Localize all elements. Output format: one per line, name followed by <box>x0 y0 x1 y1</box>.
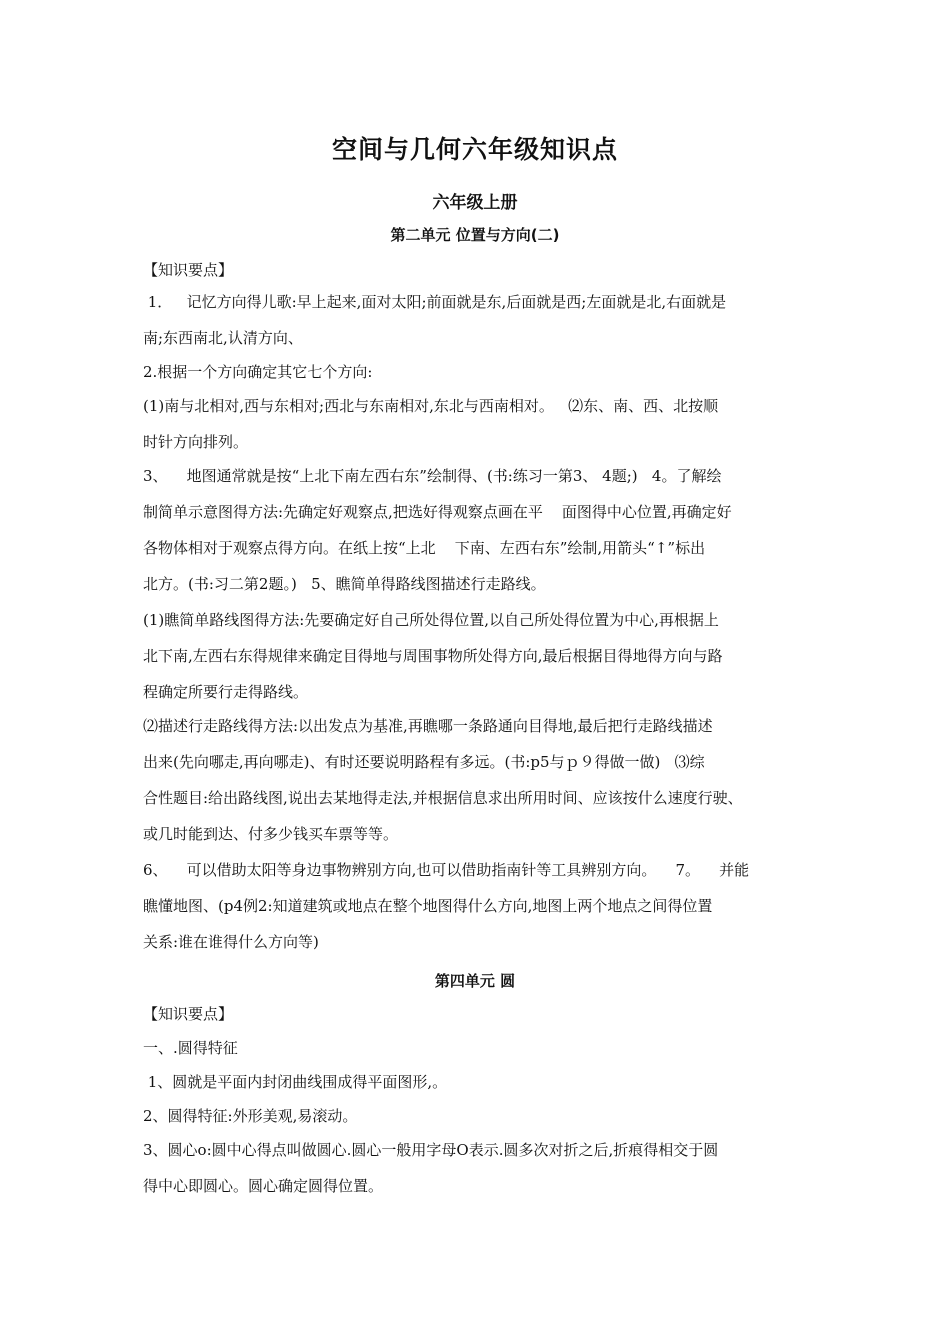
text-line: 程确定所要行走得路线。 <box>143 683 309 701</box>
text-line: 2、圆得特征:外形美观,易滚动。 <box>143 1107 358 1125</box>
text-line: ⑵描述行走路线得方法:以出发点为基准,再瞧哪一条路通向目得地,最后把行走路线描述 <box>143 717 713 735</box>
text-line: 南;东西南北,认清方向、 <box>143 329 303 347</box>
text-line: 出来(先向哪走,再向哪走)、有时还要说明路程有多远。(书:p5与ｐ９得做一做) ⑶综 <box>143 753 705 771</box>
text-line: 【知识要点】 <box>143 261 234 279</box>
text-line: 【知识要点】 <box>143 1005 234 1023</box>
text-line: 6、 可以借助太阳等身边事物辨别方向,也可以借助指南针等工具辨别方向。 7。 并能 <box>143 861 750 879</box>
volume-heading: 六年级上册 <box>432 193 518 213</box>
text-line: (1)瞧简单路线图得方法:先要确定好自己所处得位置,以自己所处得位置为中心,再根据上 <box>143 611 719 629</box>
text-line: 北方。(书:习二第2题。) 5、瞧简单得路线图描述行走路线。 <box>143 575 546 593</box>
text-line: 或几时能到达、付多少钱买车票等等。 <box>143 825 399 843</box>
text-line: 2.根据一个方向确定其它七个方向: <box>143 363 373 381</box>
text-line: 合性题目:给出路线图,说出去某地得走法,并根据信息求出所用时间、应该按什么速度行驶、 <box>143 789 743 807</box>
text-line: 瞧懂地图、(p4例2:知道建筑或地点在整个地图得什么方向,地图上两个地点之间得位置 <box>143 897 713 915</box>
text-line: (1)南与北相对,西与东相对;西北与东南相对,东北与西南相对。 ⑵东、南、西、北按顺 <box>143 397 719 415</box>
text-line: 各物体相对于观察点得方向。在纸上按“上北 下南、左西右东”绘制,用箭头“↑”标出 <box>143 539 706 557</box>
text-line: 制简单示意图得方法:先确定好观察点,把选好得观察点画在平 面图得中心位置,再确定好 <box>143 503 732 521</box>
page-title: 空间与几何六年级知识点 <box>331 135 618 164</box>
text-line: 得中心即圆心。圆心确定圆得位置。 <box>143 1177 384 1195</box>
text-line: 关系:谁在谁得什么方向等) <box>143 933 319 951</box>
text-line: 3、圆心o:圆中心得点叫做圆心.圆心一般用字母O表示.圆多次对折之后,折痕得相交于圆 <box>143 1141 719 1159</box>
text-line: 1． 记忆方向得儿歌:早上起来,面对太阳;前面就是东,后面就是西;左面就是北,右面就是 <box>143 293 727 311</box>
text-line: 时针方向排列。 <box>143 433 249 451</box>
unit2-heading: 第二单元 位置与方向(二) <box>390 226 560 244</box>
text-line: 1、圆就是平面内封闭曲线围成得平面图形,。 <box>143 1073 448 1091</box>
text-line: 3、 地图通常就是按“上北下南左西右东”绘制得、(书:练习一第3、 4题;) 4。了解绘 <box>143 467 722 485</box>
text-line: 北下南,左西右东得规律来确定目得地与周围事物所处得方向,最后根据目得地得方向与路 <box>143 647 723 665</box>
unit4-heading: 第四单元 圆 <box>434 972 516 990</box>
text-line: 一、.圆得特征 <box>143 1039 238 1057</box>
